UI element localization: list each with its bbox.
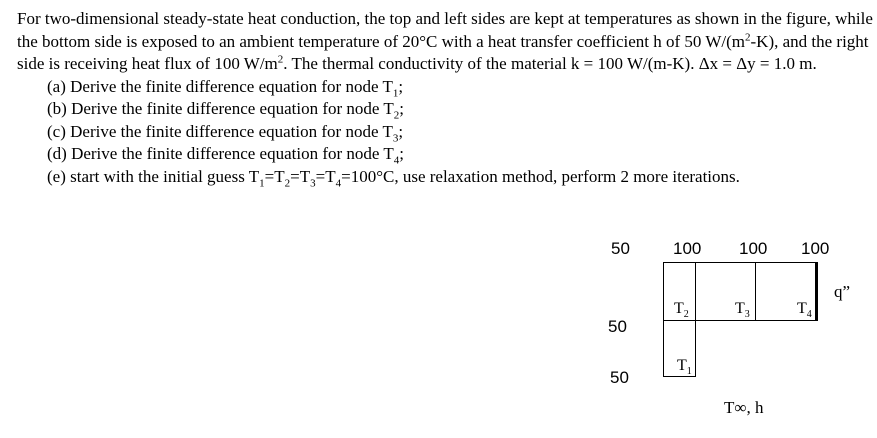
grid-col-line-2 <box>755 262 756 321</box>
part-b-text: (b) Derive the finite difference equation for node T <box>47 99 394 118</box>
grid-left-line <box>663 262 664 377</box>
node-t1-sub: 1 <box>686 366 692 378</box>
node-t4-sub: 4 <box>806 309 812 321</box>
part-a-sub: 1 <box>392 86 399 99</box>
part-a-post: ; <box>398 76 404 96</box>
top-temp-2: 100 <box>739 239 768 258</box>
part-e-post: =100°C, use relaxation method, perform 2 more iterations. <box>341 166 740 186</box>
part-e-sub-1: 1 <box>259 176 265 189</box>
top-temp-1: 100 <box>673 239 702 258</box>
node-t2-label <box>674 300 689 321</box>
part-c-post: ; <box>398 121 404 141</box>
node-t4-label <box>797 300 812 321</box>
node-t3-sub: 3 <box>744 309 750 321</box>
part-e-eq-2: =T <box>290 166 311 186</box>
intro-sup-2: 2 <box>277 53 284 66</box>
left-temp-bottom: 50 <box>610 368 629 387</box>
left-temp-middle: 50 <box>608 317 627 336</box>
node-t3-letter: T <box>735 300 745 317</box>
part-e-sub-4: 4 <box>335 176 342 189</box>
part-e-sub-2: 2 <box>284 176 291 189</box>
part-d-text: (d) Derive the finite difference equation for node T <box>47 144 394 163</box>
part-c-sub: 3 <box>392 131 399 144</box>
node-t4-letter: T <box>797 300 807 317</box>
part-e-text: (e) start with the initial guess T <box>47 166 260 186</box>
part-e-eq-3: =T <box>315 166 336 186</box>
node-t1-letter: T <box>677 357 687 374</box>
part-d-post: ; <box>399 144 405 163</box>
intro-sup-1: 2 <box>745 30 751 43</box>
part-e-eq-1: =T <box>264 166 285 186</box>
heat-flux-label: q” <box>834 282 851 301</box>
part-e-sub-3: 3 <box>310 176 316 189</box>
part-d-sub: 4 <box>393 154 400 167</box>
part-a-text: (a) Derive the finite difference equation for node T <box>47 76 393 96</box>
grid-col-line-1 <box>695 262 696 377</box>
left-top-temp-label: 50 <box>611 239 630 258</box>
intro-text-3: . The thermal conductivity of the material k = 100 W/(m-K). Δx = Δy = 1.0 m. <box>283 54 817 73</box>
ambient-convection-label: T∞, h <box>724 398 764 417</box>
part-c-text: (c) Derive the finite difference equation for node T <box>47 121 393 141</box>
intro-text-1: For two-dimensional steady-state heat conduction, the top and left sides are kept at temperatures as shown in the figure, while the bottom side is exposed to an ambient temperature of 20°C with a heat transfer coefficient h of 50 W/(m <box>17 9 873 51</box>
node-t1-label <box>677 357 692 378</box>
top-temp-3: 100 <box>801 239 830 258</box>
intro-text-2: -K), and the right side is receiving heat flux of 100 W/m <box>17 31 869 73</box>
node-t2-sub: 2 <box>683 309 689 321</box>
node-t3-label <box>735 300 750 321</box>
heat-flux-boundary <box>815 262 818 321</box>
grid-top-line <box>663 262 816 263</box>
part-b-post: ; <box>399 99 405 118</box>
node-t2-letter: T <box>674 300 684 317</box>
part-b-sub: 2 <box>393 109 400 122</box>
